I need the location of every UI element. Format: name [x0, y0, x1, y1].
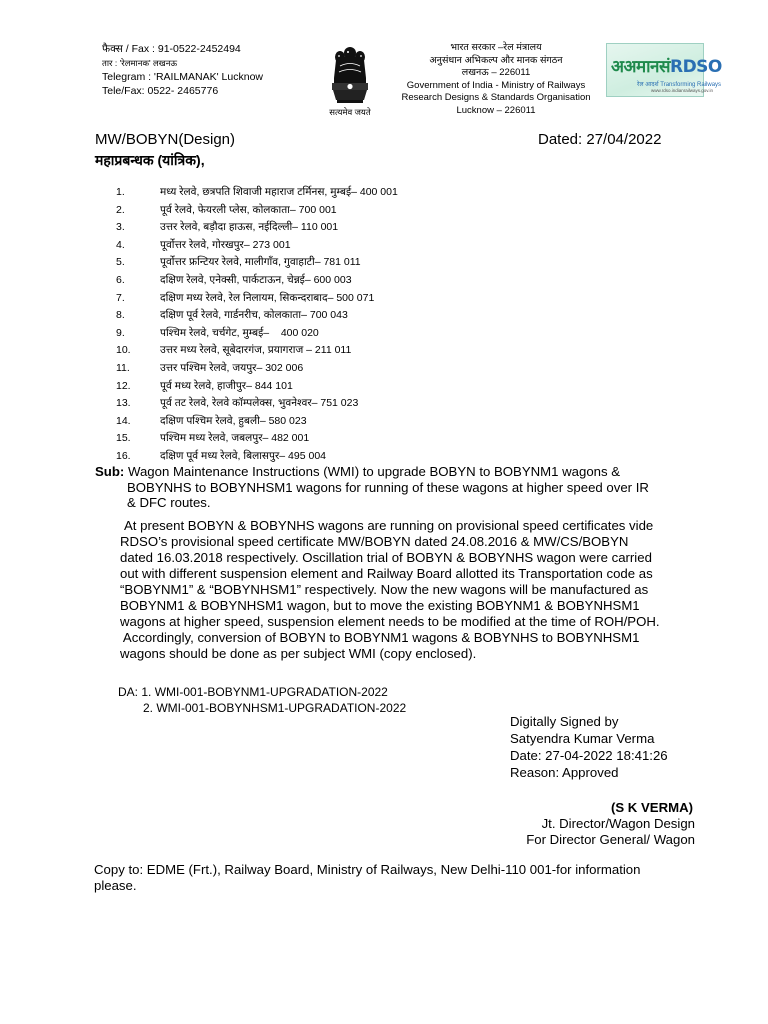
distribution-item-number: 7.	[116, 291, 125, 304]
distribution-item	[116, 254, 398, 272]
logo-wordmark	[611, 54, 722, 77]
distribution-item-number: 11.	[116, 361, 130, 374]
organisation-block	[388, 42, 604, 117]
distribution-item-number: 9.	[116, 326, 125, 339]
copy-to-line-1: Copy to: EDME (Frt.), Railway Board, Ministry of Railways, New Delhi-110 001-for information	[94, 862, 641, 877]
telegram-hindi-line: तार : 'रेलमानक' लखनऊ	[102, 58, 178, 68]
lion-capital-icon	[330, 44, 370, 106]
fax-line: फैक्स / Fax : 91-0522-2452494	[102, 43, 241, 55]
distribution-item-address: पूर्व मध्य रेलवे, हाजीपुर– 844 101	[160, 379, 293, 392]
distribution-item-number: 4.	[116, 238, 125, 251]
rdso-logo	[606, 43, 722, 97]
org-line-5: Research Designs & Standards Organisation	[401, 92, 591, 103]
distribution-item	[116, 219, 398, 237]
distribution-item	[116, 307, 398, 325]
signer-name: (S K VERMA)	[610, 800, 693, 815]
distribution-item	[116, 272, 398, 290]
distribution-item-address: मध्य रेलवे, छत्रपति शिवाजी महाराज टर्मिनस, मुम्बई– 400 001	[160, 186, 398, 198]
body-line-1: At present BOBYN & BOBYNHS wagons are running on provisional speed certificates vide	[124, 518, 654, 533]
sig-line-3: Date: 27-04-2022 18:41:26	[510, 748, 668, 763]
subject-label: Sub:	[95, 464, 125, 479]
distribution-item-number: 3.	[116, 221, 125, 234]
letter-date: Dated: 27/04/2022	[538, 131, 662, 148]
body-line-7: wagons at higher speed, suspension element needs to be modified at the time of ROH/POH.	[120, 614, 660, 629]
distribution-item	[116, 325, 398, 343]
distribution-item-number: 15.	[116, 432, 131, 445]
signer-designation-1: Jt. Director/Wagon Design	[541, 816, 695, 831]
distribution-item-address: पश्चिम मध्य रेलवे, जबलपुर– 482 001	[160, 432, 310, 445]
distribution-item	[116, 395, 398, 413]
distribution-item	[116, 378, 398, 396]
distribution-item-address: पश्चिम रेलवे, चर्चगेट, मुम्बई– 400 020	[160, 326, 319, 339]
distribution-item-number: 16.	[116, 449, 131, 462]
distribution-item	[116, 290, 398, 308]
logo-text-left: अअमानसं	[611, 57, 670, 77]
distribution-item-number: 8.	[116, 309, 125, 322]
org-line-1: भारत सरकार –रेल मंत्रालय	[450, 42, 542, 53]
reference-number: MW/BOBYN(Design)	[95, 131, 236, 148]
distribution-item-address: दक्षिण पूर्व रेलवे, गार्डनरीच, कोलकाता– 700 043	[160, 309, 348, 322]
distribution-item	[116, 430, 398, 448]
enclosures-label: DA:	[118, 685, 139, 699]
distribution-item-address: दक्षिण रेलवे, एनेक्सी, पार्कटाऊन, चेन्नई– 600 003	[160, 273, 352, 286]
org-line-3: लखनऊ – 226011	[461, 67, 531, 78]
telefax-line: Tele/Fax: 0522- 2465776	[102, 85, 219, 97]
contact-block	[102, 42, 263, 98]
emblem-motto: सत्यमेव जयते	[329, 107, 371, 117]
distribution-item-address: पूर्व रेलवे, फेयरली प्लेस, कोलकाता– 700 001	[160, 203, 337, 216]
distribution-item-address: दक्षिण पश्चिम रेलवे, हुबली– 580 023	[160, 414, 307, 427]
distribution-item-address: उत्तर पश्चिम रेलवे, जयपुर– 302 006	[160, 361, 304, 374]
logo-url: www.rdso.indianrailways.gov.in	[651, 88, 713, 93]
org-line-6: Lucknow – 226011	[456, 104, 536, 116]
distribution-item-number: 13.	[116, 397, 131, 410]
distribution-item-number: 12.	[116, 379, 131, 392]
body-line-6: BOBYNM1 & BOBYNHSM1 wagon, but to move the existing BOBYNM1 & BOBYNHSM1	[120, 598, 640, 613]
digital-signature	[510, 713, 668, 781]
enclosures	[118, 684, 406, 716]
body-line-3: dated 16.03.2018 respectively. Oscillation trial of BOBYN & BOBYNHS wagon were carried	[120, 550, 652, 565]
distribution-item-address: पूर्व तट रेलवे, रेलवे कॉम्पलेक्स, भुवनेश्वर– 751 023	[160, 397, 359, 410]
distribution-item-number: 10.	[116, 344, 131, 357]
distribution-item-address: उत्तर रेलवे, बड़ौदा हाऊस, नईदिल्ली– 110 001	[160, 221, 339, 234]
distribution-item-address: उत्तर मध्य रेलवे, सूबेदारगंज, प्रयागराज – 211 011	[160, 344, 352, 357]
distribution-item	[116, 342, 398, 360]
distribution-item-number: 14.	[116, 414, 131, 427]
national-emblem	[318, 44, 382, 120]
body-line-2: RDSO’s provisional speed certificate MW/BOBYN dated 24.08.2016 & MW/CS/BOBYN	[120, 534, 629, 549]
enclosure-1: 1. WMI-001-BOBYNM1-UPGRADATION-2022	[141, 685, 388, 699]
body-line-5: “BOBYNM1” & “BOBYNHSM1” respectively. Now the new wagons will be manufactured as	[120, 582, 649, 597]
org-line-4: Government of India - Ministry of Railways	[406, 79, 586, 91]
distribution-item-address: पूर्वोत्तर रेलवे, गोरखपुर– 273 001	[160, 238, 291, 251]
distribution-item-address: पूर्वोत्तर फ्रन्टियर रेलवे, मालीगाँव, गुवाहाटी– 781 011	[160, 256, 361, 269]
distribution-item	[116, 202, 398, 220]
body-line-9: wagons should be done as per subject WMI (copy enclosed).	[120, 646, 477, 661]
distribution-item-number: 2.	[116, 203, 125, 216]
telegram-line: Telegram : 'RAILMANAK' Lucknow	[102, 71, 263, 83]
logo-text-right: RDSO	[669, 57, 722, 77]
signer-block	[526, 800, 695, 848]
sig-line-4: Reason: Approved	[510, 765, 619, 780]
body-line-8: Accordingly, conversion of BOBYN to BOBYNM1 wagons & BOBYNHS to BOBYNHSM1	[120, 630, 640, 645]
enclosure-2: 2. WMI-001-BOBYNHSM1-UPGRADATION-2022	[143, 701, 407, 715]
body-line-4: out with different suspension element and Railway Board allotted its Transportation code as	[120, 566, 653, 581]
copy-to	[94, 862, 699, 894]
subject-block	[95, 464, 695, 511]
distribution-list	[116, 184, 398, 466]
distribution-item-address: दक्षिण मध्य रेलवे, रेल निलायम, सिकन्दराबाद– 500 071	[160, 291, 375, 304]
distribution-item-number: 6.	[116, 273, 125, 286]
sig-line-1: Digitally Signed by	[510, 714, 619, 729]
signer-designation-2: For Director General/ Wagon	[526, 832, 695, 847]
distribution-item	[116, 413, 398, 431]
distribution-item-address: दक्षिण पूर्व मध्य रेलवे, बिलासपुर– 495 004	[160, 449, 326, 462]
distribution-item	[116, 184, 398, 202]
distribution-item-number: 1.	[116, 186, 125, 198]
distribution-item-number: 5.	[116, 256, 125, 269]
subject-line-2: BOBYNHS to BOBYNHSM1 wagons for running of these wagons at higher speed over IR	[127, 479, 649, 495]
subject-line-1: Wagon Maintenance Instructions (WMI) to upgrade BOBYN to BOBYNM1 wagons &	[127, 464, 621, 479]
distribution-item	[116, 237, 398, 255]
copy-to-line-2: please.	[94, 878, 137, 893]
distribution-item	[116, 448, 398, 466]
org-line-2: अनुसंधान अभिकल्प और मानक संगठन	[429, 54, 563, 66]
logo-tagline: रेल आदर्श Transforming Railways	[637, 82, 722, 88]
subject-line-3: & DFC routes.	[127, 495, 211, 510]
distribution-item	[116, 360, 398, 378]
sig-line-2: Satyendra Kumar Verma	[510, 731, 655, 746]
body-paragraph	[120, 518, 695, 662]
addressee: महाप्रबन्धक (यांत्रिक),	[95, 152, 205, 168]
